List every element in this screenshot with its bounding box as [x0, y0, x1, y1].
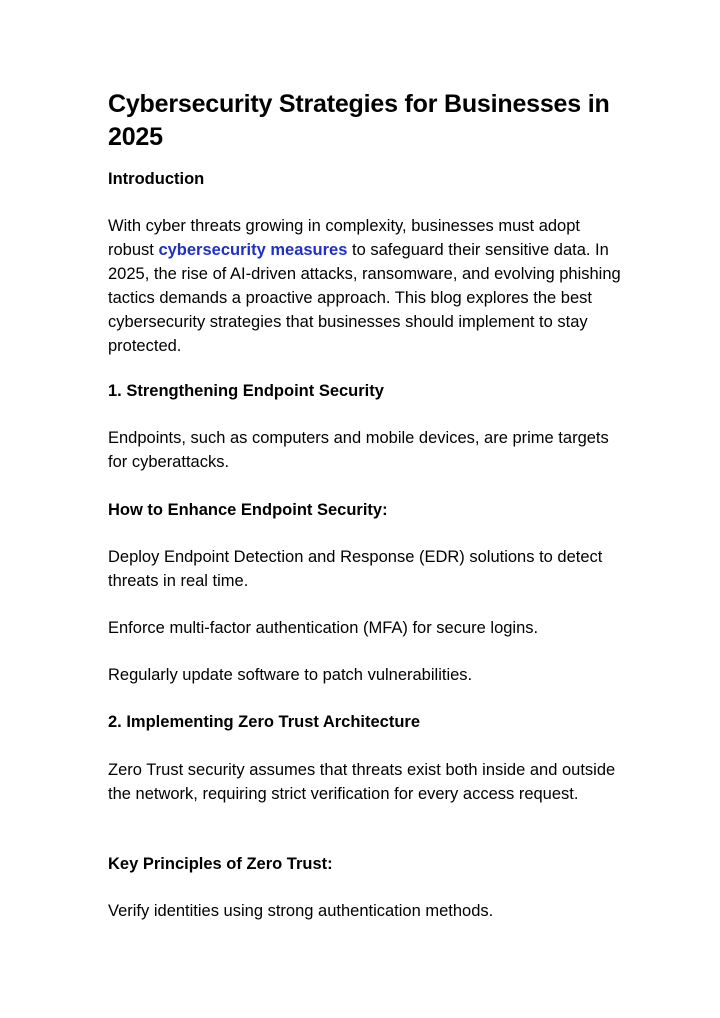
- section1-item: Regularly update software to patch vulnerabilities.: [108, 666, 473, 684]
- cybersecurity-measures-link[interactable]: cybersecurity measures: [158, 241, 348, 259]
- section2-heading: 2. Implementing Zero Trust Architecture: [108, 713, 421, 731]
- section1-item: Deploy Endpoint Detection and Response (EDR) solutions to detect threats in real time.: [108, 548, 603, 590]
- section2-subheading: Key Principles of Zero Trust:: [108, 855, 333, 873]
- section1-heading: 1. Strengthening Endpoint Security: [108, 382, 384, 400]
- section1-body: Endpoints, such as computers and mobile devices, are prime targets for cyberattacks.: [108, 429, 609, 471]
- intro-text-before-link: With cyber threats growing in complexity, businesses must adopt robust: [108, 217, 580, 259]
- intro-text-after-link: to safeguard their sensitive data. In 2025, the rise of AI-driven attacks, ransomware, and evolving phishing tactics demands a proactive approach. This blog explores the best cybersecurity strategies that businesses should implement to stay protected.: [108, 241, 621, 355]
- section1-item: Enforce multi-factor authentication (MFA) for secure logins.: [108, 619, 539, 637]
- section2-body: Zero Trust security assumes that threats exist both inside and outside the network, requiring strict verification for every access request.: [108, 761, 616, 803]
- section2-item: Verify identities using strong authentication methods.: [108, 902, 494, 920]
- intro-paragraph: [108, 214, 628, 358]
- section1-subheading: How to Enhance Endpoint Security:: [108, 501, 388, 519]
- document-title: Cybersecurity Strategies for Businesses in 2025: [108, 90, 610, 151]
- intro-heading: Introduction: [108, 170, 205, 188]
